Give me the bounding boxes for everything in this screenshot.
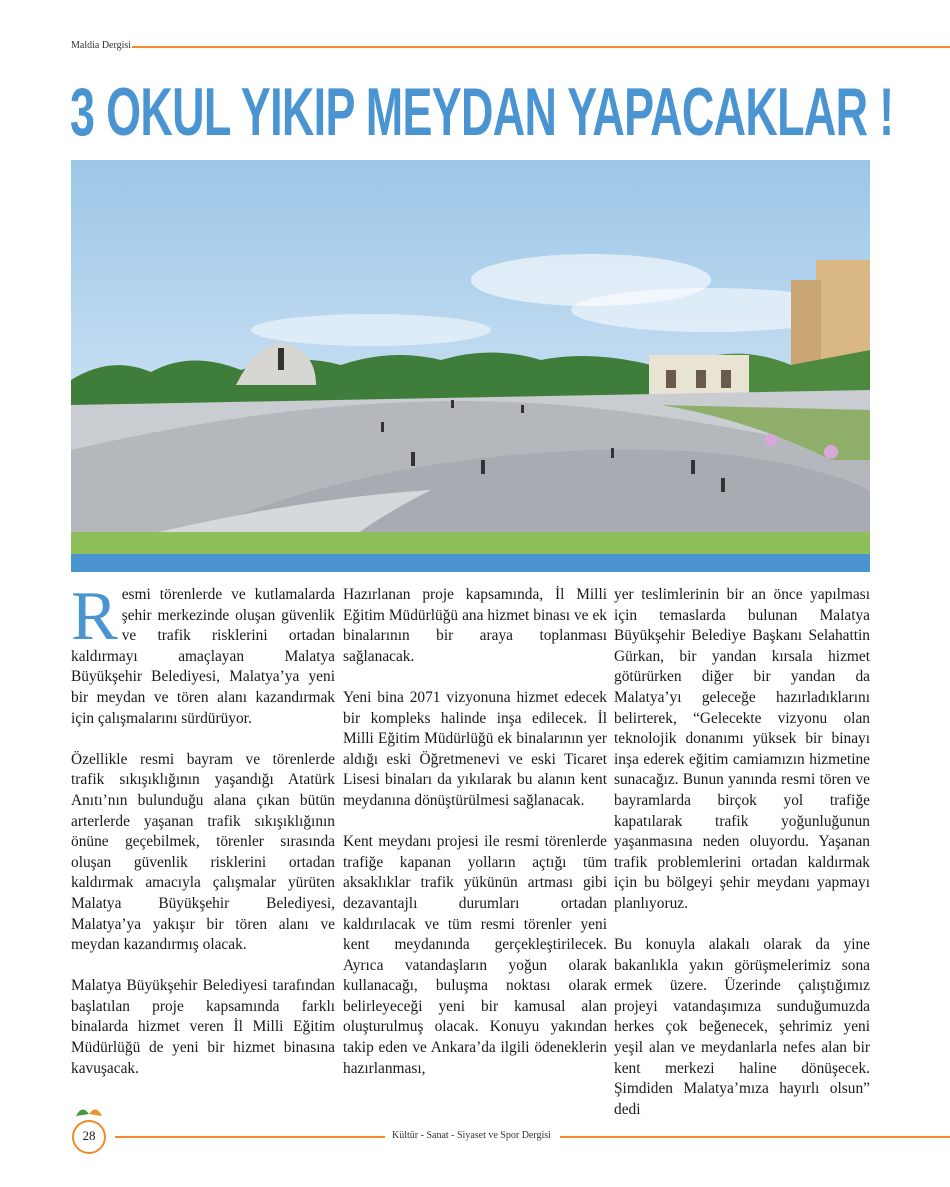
footer-rule-right: [560, 1136, 950, 1138]
article-column-1: [71, 578, 335, 1100]
article-paragraph: Kent meydanı projesi ile resmi törenlerde trafiğe kapanan yolların açtığı tüm aksaklıklar trafik yükünün artması gibi dezavantajlı durumları ortadan kaldırılacak ve tüm resmi törenler yeni kent meydanında gerçekleştirilecek. Ayrıca vatandaşların yoğun olarak kullanacağı, buluşma noktası olarak belirleyeceği yeni bir kamusal alan oluşturulmuş olacak. Konuyu yakından takip eden ve Ankara’da ilgili ödeneklerin hazırlanması,: [343, 833, 607, 1077]
apricot-leaf-icon: [74, 1104, 104, 1120]
image-caption-band: [71, 554, 870, 572]
drop-cap: R: [71, 578, 118, 655]
header-rule: [132, 46, 950, 48]
article-paragraph: yer teslimlerinin bir an önce yapılması için temaslarda bulunan Malatya Büyükşehir Belediye Başkanı Selahattin Gürkan, bir yandan kırsala hizmet götürürken diğer bir yandan da Malatya’yı geleceğe hazırladıklarını belirterek, “Gelecekte vizyonu olan teknolojik donanımı yüksek bir binayı inşa ederek eğitim camiamızın hizmetine sunacağız. Bunun yanında resmi tören ve bayramlarda birçok yol trafiğe kapatılarak trafik yoğunluğunun yaşanmasına neden oluyordu. Yaşanan trafik problemlerini ortadan kaldırmak için bu bölgeyi şehir meydanı yapmayı planlıyoruz.: [614, 586, 870, 912]
article-title: 3 OKUL YIKIP MEYDAN YAPACAKLAR !: [70, 74, 894, 150]
plaza-rendering-image: [71, 160, 870, 554]
article-paragraph: Hazırlanan proje kapsamında, İl Milli Eğitim Müdürlüğü ana hizmet binası ve ek binalarının bir araya toplanması sağlanacak.: [343, 586, 607, 665]
footer-rule-left: [115, 1136, 385, 1138]
footer-tagline: Kültür - Sanat - Siyaset ve Spor Dergisi: [392, 1130, 551, 1141]
article-paragraph: Malatya Büyükşehir Belediyesi tarafından başlatılan proje kapsamında farklı binalarda hizmet veren İl Milli Eğitim Müdürlüğü de yeni bir hizmet binasına kavuşacak.: [71, 977, 335, 1077]
article-column-3: [614, 585, 870, 1141]
article-column-2: [343, 585, 607, 1100]
article-paragraph: Yeni bina 2071 vizyonuna hizmet edecek bir kompleks halinde inşa edilecek. İl Milli Eğitim Müdürlüğü ek binalarının yer aldığı eski Öğretmenevi ve eski Ticaret Lisesi binaları da yıkılarak bu alanın kent meydanına dönüştürülmesi sağlanacak.: [343, 688, 607, 809]
article-paragraph: Resmi törenlerde ve kutlamalarda şehir merkezinde oluşan güvenlik ve trafik risklerini ortadan kaldırmayı amaçlayan Malatya Büyükşehir Belediyesi, Malatya’ya yeni bir meydan ve tören alanı kazandırmak için çalışmalarını sürdürüyor.: [71, 578, 335, 727]
article-paragraph: Özellikle resmi bayram ve törenlerde trafik sıkışıklığının yaşandığı Atatürk Anıtı’nın bulunduğu alana çıkan bütün arterlerde yaşanan trafik sıkışıklığının önüne geçebilmek, törenler sırasında oluşan güvenlik risklerini ortadan kaldırmak amacıyla çalışmalar yürüten Malatya Büyükşehir Belediyesi, Malatya’ya yakışır bir tören alanı ve meydan kazandırmış olacak.: [71, 750, 335, 954]
magazine-name: Maldia Dergisi: [71, 40, 132, 51]
page-number: 28: [82, 1128, 96, 1143]
article-paragraph: Bu konuyla alakalı olarak da yine bakanlıkla yakın görüşmelerimiz sona ermek üzere. Üzerinde çalıştığımız projeyi vatandaşımıza sunduğumuzda herkes çok beğenecek, şehrimiz yeni yeşil alan ve meydanlarla nefes alan bir kent merkezi haline dönüşecek. Şimdiden Malatya’mıza hayırlı olsun” dedi: [614, 936, 870, 1118]
